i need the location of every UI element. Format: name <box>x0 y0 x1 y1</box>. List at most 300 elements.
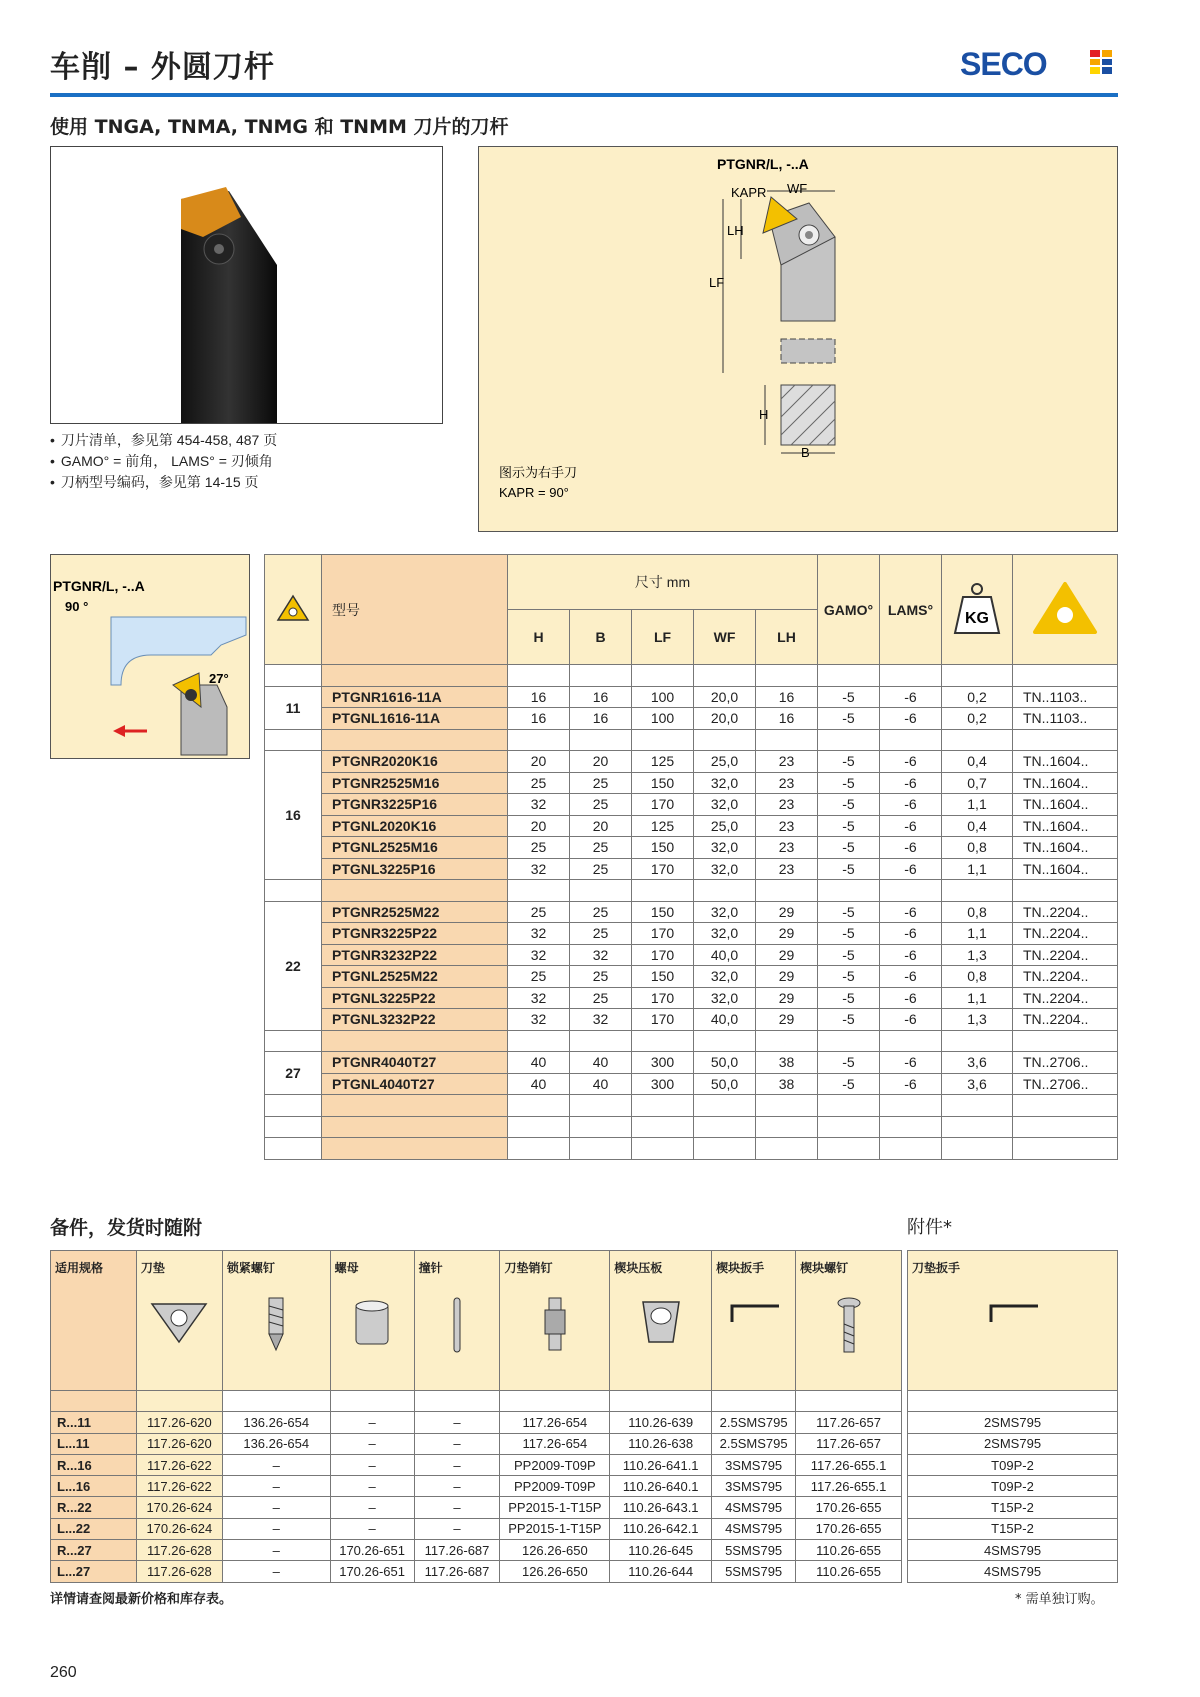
value-cell: TN..1604.. <box>1013 858 1118 880</box>
angle-27: 27° <box>209 671 229 686</box>
seco-logo-mark <box>1090 50 1112 74</box>
value-cell: 23 <box>756 858 818 880</box>
empty-cell <box>322 1095 508 1117</box>
empty-cell <box>818 729 880 751</box>
parts-header-cell <box>222 1251 330 1391</box>
value-cell: 29 <box>756 944 818 966</box>
value-cell: 150 <box>632 966 694 988</box>
model-cell: PTGNR4040T27 <box>322 1052 508 1074</box>
part-number: 117.26-620 <box>136 1412 222 1433</box>
part-number: PP2009-T09P <box>500 1476 610 1497</box>
value-cell: TN..1604.. <box>1013 794 1118 816</box>
empty-cell <box>880 1138 942 1160</box>
value-cell: 32,0 <box>694 987 756 1009</box>
spacer-row <box>265 880 1118 902</box>
accessory-part-number: T09P-2 <box>908 1476 1118 1497</box>
model-cell: PTGNR2020K16 <box>322 751 508 773</box>
value-cell: -5 <box>818 987 880 1009</box>
part-number: PP2015-1-T15P <box>500 1518 610 1539</box>
spare-parts-header <box>51 1251 902 1391</box>
part-number: – <box>330 1497 414 1518</box>
empty-cell <box>942 1116 1013 1138</box>
value-cell: -6 <box>880 944 942 966</box>
value-cell: TN..1604.. <box>1013 837 1118 859</box>
value-cell: -5 <box>818 1052 880 1074</box>
parts-header-cell <box>500 1251 610 1391</box>
spacer-row <box>51 1391 902 1412</box>
value-cell: 25,0 <box>694 751 756 773</box>
value-cell: 40,0 <box>694 944 756 966</box>
value-cell: -5 <box>818 751 880 773</box>
part-number: 110.26-643.1 <box>610 1497 712 1518</box>
empty-cell <box>818 880 880 902</box>
label-lf: LF <box>709 275 725 290</box>
value-cell: 20,0 <box>694 708 756 730</box>
empty-cell <box>756 1116 818 1138</box>
value-cell: 1,1 <box>942 923 1013 945</box>
parts-header-cell <box>796 1251 902 1391</box>
value-cell: TN..2204.. <box>1013 944 1118 966</box>
part-number: – <box>414 1412 500 1433</box>
label-wf: WF <box>787 181 808 196</box>
value-cell: 32 <box>570 1009 632 1031</box>
empty-cell <box>756 1138 818 1160</box>
value-cell: -6 <box>880 837 942 859</box>
part-number: – <box>330 1454 414 1475</box>
empty-cell <box>1013 1030 1118 1052</box>
tool-key-header: 刀垫扳手 <box>912 1261 961 1275</box>
empty-cell <box>1013 1116 1118 1138</box>
weight-header <box>942 555 1013 665</box>
accessories-body <box>908 1412 1118 1582</box>
value-cell: -5 <box>818 815 880 837</box>
part-number: 170.26-624 <box>136 1497 222 1518</box>
spacer-row <box>265 665 1118 687</box>
value-cell: -6 <box>880 1052 942 1074</box>
value-cell: 23 <box>756 815 818 837</box>
order-note: * 需单独订购。 <box>1015 1592 1104 1607</box>
value-cell: 16 <box>756 686 818 708</box>
accessory-header-cell <box>908 1251 1118 1391</box>
accessory-row <box>908 1540 1118 1561</box>
empty-cell <box>694 1030 756 1052</box>
parts-header-label: 螺母 <box>334 1261 359 1275</box>
table-row <box>265 966 1118 988</box>
empty-cell <box>756 729 818 751</box>
parts-row <box>51 1497 902 1518</box>
page-title: 车削 – 外圆刀杆 <box>50 50 275 85</box>
parts-header-cell <box>712 1251 796 1391</box>
empty-cell <box>942 729 1013 751</box>
parts-header-cell <box>414 1251 500 1391</box>
wedge-key-icon <box>724 1296 784 1326</box>
empty-cell <box>694 665 756 687</box>
model-cell: PTGNL1616-11A <box>322 708 508 730</box>
parts-header-cell <box>51 1251 137 1391</box>
part-number: 117.26-622 <box>136 1476 222 1497</box>
part-number: – <box>414 1476 500 1497</box>
value-cell: -6 <box>880 987 942 1009</box>
value-cell: 0,8 <box>942 837 1013 859</box>
model-cell: PTGNL4040T27 <box>322 1073 508 1095</box>
hex-key-icon <box>983 1296 1043 1326</box>
accessory-part-number: T09P-2 <box>908 1454 1118 1475</box>
value-cell: 32,0 <box>694 837 756 859</box>
part-number: – <box>414 1497 500 1518</box>
applicable-size: L...11 <box>51 1433 137 1454</box>
empty-cell <box>880 1116 942 1138</box>
value-cell: 25 <box>508 837 570 859</box>
wedge-screw-icon <box>836 1296 862 1354</box>
value-cell: 16 <box>508 686 570 708</box>
insert-header <box>1013 555 1118 665</box>
value-cell: 150 <box>632 901 694 923</box>
dimension-diagram <box>478 146 1118 532</box>
parts-row <box>51 1476 902 1497</box>
part-number: 3SMS795 <box>712 1454 796 1475</box>
bullet-item: • 刀柄型号编码，参见第 14-15 页 <box>50 472 277 493</box>
value-cell: 1,3 <box>942 944 1013 966</box>
value-cell: 32,0 <box>694 901 756 923</box>
parts-header-label: 刀垫 <box>140 1261 165 1275</box>
spacer-row <box>908 1391 1118 1412</box>
value-cell: 0,7 <box>942 772 1013 794</box>
value-cell: 25 <box>508 901 570 923</box>
empty-cell <box>265 665 322 687</box>
empty-cell <box>632 729 694 751</box>
value-cell: -6 <box>880 966 942 988</box>
insert-size: 16 <box>265 751 322 880</box>
model-cell: PTGNL3232P22 <box>322 1009 508 1031</box>
value-cell: 170 <box>632 1009 694 1031</box>
shim-icon <box>148 1296 210 1346</box>
empty-cell <box>1013 1095 1118 1117</box>
parts-row <box>51 1433 902 1454</box>
value-cell: 300 <box>632 1052 694 1074</box>
empty-cell <box>322 1116 508 1138</box>
empty-cell <box>942 665 1013 687</box>
value-cell: 20,0 <box>694 686 756 708</box>
empty-cell <box>756 1030 818 1052</box>
dimension-drawing <box>479 147 1117 531</box>
part-number: – <box>222 1561 330 1582</box>
applicable-size: L...22 <box>51 1518 137 1539</box>
model-header: 型号 <box>322 555 508 665</box>
value-cell: 29 <box>756 901 818 923</box>
empty-cell <box>1013 729 1118 751</box>
part-number: 126.26-650 <box>500 1561 610 1582</box>
insert-shape-header <box>265 555 322 665</box>
value-cell: 25 <box>570 923 632 945</box>
value-cell: -6 <box>880 794 942 816</box>
parts-header-label: 撞针 <box>418 1261 443 1275</box>
accessory-part-number: T15P-2 <box>908 1497 1118 1518</box>
value-cell: 32,0 <box>694 923 756 945</box>
parts-row <box>51 1540 902 1561</box>
value-cell: TN..2204.. <box>1013 923 1118 945</box>
value-cell: -6 <box>880 1009 942 1031</box>
value-cell: -6 <box>880 858 942 880</box>
value-cell: -5 <box>818 686 880 708</box>
diagram-note-hand: 图示为右手刀 <box>499 465 578 480</box>
table-row <box>265 751 1118 773</box>
seco-logo: SECO <box>960 46 1047 82</box>
value-cell: 0,4 <box>942 815 1013 837</box>
value-cell: -5 <box>818 858 880 880</box>
angle-drawing <box>51 555 249 758</box>
part-number: – <box>330 1433 414 1454</box>
part-number: 110.26-644 <box>610 1561 712 1582</box>
insert-size: 27 <box>265 1052 322 1095</box>
value-cell: 40 <box>508 1073 570 1095</box>
part-number: 4SMS795 <box>712 1497 796 1518</box>
value-cell: -5 <box>818 944 880 966</box>
empty-cell <box>508 1030 570 1052</box>
value-cell: 0,2 <box>942 686 1013 708</box>
model-cell: PTGNR3225P22 <box>322 923 508 945</box>
value-cell: -6 <box>880 708 942 730</box>
empty-cell <box>942 1030 1013 1052</box>
value-cell: TN..1604.. <box>1013 772 1118 794</box>
value-cell: 40 <box>570 1073 632 1095</box>
value-cell: 23 <box>756 772 818 794</box>
part-number: 117.26-687 <box>414 1561 500 1582</box>
value-cell: 50,0 <box>694 1073 756 1095</box>
spacer-row <box>265 1095 1118 1117</box>
table-row <box>265 1052 1118 1074</box>
empty-cell <box>508 665 570 687</box>
wf-header: WF <box>694 610 756 665</box>
value-cell: 16 <box>570 708 632 730</box>
table-row <box>265 794 1118 816</box>
value-cell: 25,0 <box>694 815 756 837</box>
empty-cell <box>942 1095 1013 1117</box>
empty-cell <box>694 1116 756 1138</box>
empty-cell <box>265 1095 322 1117</box>
pin-icon <box>450 1296 464 1354</box>
table-row <box>265 772 1118 794</box>
empty-cell <box>880 880 942 902</box>
accessory-row <box>908 1412 1118 1433</box>
empty-cell <box>632 880 694 902</box>
part-number: – <box>414 1518 500 1539</box>
parts-header-cell <box>610 1251 712 1391</box>
empty-cell <box>508 1095 570 1117</box>
model-cell: PTGNR1616-11A <box>322 686 508 708</box>
spare-parts-body <box>51 1412 902 1582</box>
accessories-header <box>908 1251 1118 1391</box>
value-cell: 25 <box>570 837 632 859</box>
empty-cell <box>322 1138 508 1160</box>
value-cell: 32 <box>508 944 570 966</box>
part-number: 117.26-655.1 <box>796 1454 902 1475</box>
part-number: 5SMS795 <box>712 1561 796 1582</box>
parts-header-label: 楔块扳手 <box>716 1261 765 1275</box>
value-cell: 32 <box>508 1009 570 1031</box>
part-number: 117.26-628 <box>136 1540 222 1561</box>
parts-row <box>51 1412 902 1433</box>
accessories-title: 附件* <box>907 1217 952 1238</box>
part-number: 136.26-654 <box>222 1412 330 1433</box>
value-cell: 20 <box>508 751 570 773</box>
lf-header: LF <box>632 610 694 665</box>
model-cell: PTGNR2525M16 <box>322 772 508 794</box>
value-cell: TN..1604.. <box>1013 751 1118 773</box>
part-number: – <box>414 1454 500 1475</box>
parts-header-label: 楔块压板 <box>614 1261 663 1275</box>
accessory-row <box>908 1497 1118 1518</box>
part-number: 136.26-654 <box>222 1433 330 1454</box>
empty-cell <box>265 1030 322 1052</box>
empty-cell <box>632 1095 694 1117</box>
empty-cell <box>570 880 632 902</box>
table-row <box>265 686 1118 708</box>
weight-icon <box>953 581 1001 635</box>
value-cell: TN..2706.. <box>1013 1052 1118 1074</box>
empty-cell <box>756 880 818 902</box>
value-cell: 38 <box>756 1052 818 1074</box>
applicable-size: R...11 <box>51 1412 137 1433</box>
empty-cell <box>818 665 880 687</box>
empty-cell <box>265 729 322 751</box>
value-cell: TN..2204.. <box>1013 901 1118 923</box>
b-header: B <box>570 610 632 665</box>
nut-icon <box>352 1296 392 1348</box>
value-cell: -5 <box>818 837 880 859</box>
accessory-part-number: 2SMS795 <box>908 1433 1118 1454</box>
part-number: 117.26-654 <box>500 1433 610 1454</box>
empty-cell <box>1013 880 1118 902</box>
value-cell: 170 <box>632 794 694 816</box>
table-row <box>265 901 1118 923</box>
value-cell: 16 <box>570 686 632 708</box>
accessory-row <box>908 1433 1118 1454</box>
parts-row <box>51 1454 902 1475</box>
value-cell: 100 <box>632 708 694 730</box>
empty-cell <box>265 1116 322 1138</box>
part-number: 117.26-657 <box>796 1433 902 1454</box>
diagram-note-kapr: KAPR = 90° <box>499 485 569 500</box>
value-cell: -6 <box>880 815 942 837</box>
part-number: 2.5SMS795 <box>712 1433 796 1454</box>
value-cell: -6 <box>880 1073 942 1095</box>
value-cell: 25 <box>570 901 632 923</box>
spacer-row <box>265 1138 1118 1160</box>
part-number: – <box>330 1476 414 1497</box>
dimension-header: 尺寸 mm <box>508 555 818 610</box>
part-number: 110.26-642.1 <box>610 1518 712 1539</box>
value-cell: 32 <box>508 794 570 816</box>
value-cell: 40,0 <box>694 1009 756 1031</box>
spacer-row <box>265 1030 1118 1052</box>
angle-90: 90 ° <box>65 599 89 614</box>
empty-cell <box>508 880 570 902</box>
value-cell: 38 <box>756 1073 818 1095</box>
empty-cell <box>818 1030 880 1052</box>
value-cell: -5 <box>818 794 880 816</box>
part-number: 110.26-655 <box>796 1540 902 1561</box>
value-cell: -6 <box>880 751 942 773</box>
value-cell: 25 <box>508 772 570 794</box>
insert-icon <box>1032 581 1098 635</box>
parts-header-label: 适用规格 <box>55 1261 104 1275</box>
part-number: 5SMS795 <box>712 1540 796 1561</box>
value-cell: 170 <box>632 944 694 966</box>
accessory-part-number: T15P-2 <box>908 1518 1118 1539</box>
part-number: 110.26-655 <box>796 1561 902 1582</box>
empty-cell <box>818 1138 880 1160</box>
value-cell: 1,1 <box>942 794 1013 816</box>
value-cell: 25 <box>570 858 632 880</box>
value-cell: 170 <box>632 987 694 1009</box>
value-cell: -5 <box>818 901 880 923</box>
part-number: 117.26-657 <box>796 1412 902 1433</box>
part-number: 117.26-687 <box>414 1540 500 1561</box>
table-row <box>265 1009 1118 1031</box>
empty-cell <box>322 1030 508 1052</box>
part-number: – <box>222 1497 330 1518</box>
value-cell: 23 <box>756 751 818 773</box>
insert-size: 11 <box>265 686 322 729</box>
part-number: 110.26-640.1 <box>610 1476 712 1497</box>
value-cell: 32,0 <box>694 858 756 880</box>
spacer-row <box>265 1116 1118 1138</box>
label-b: B <box>801 445 810 460</box>
value-cell: -6 <box>880 923 942 945</box>
empty-cell <box>265 1138 322 1160</box>
bullet-item: • GAMO° = 前角， LAMS° = 刃倾角 <box>50 451 277 472</box>
table-row <box>265 944 1118 966</box>
model-cell: PTGNL3225P16 <box>322 858 508 880</box>
label-lh: LH <box>727 223 744 238</box>
empty-cell <box>265 880 322 902</box>
empty-cell <box>694 1095 756 1117</box>
empty-cell <box>880 1095 942 1117</box>
empty-cell <box>632 1030 694 1052</box>
shim-pin-icon <box>540 1296 570 1352</box>
lh-header: LH <box>756 610 818 665</box>
table-body <box>265 665 1118 1160</box>
parts-header-label: 刀垫销钉 <box>504 1261 553 1275</box>
empty-cell <box>508 1116 570 1138</box>
applicable-size: L...27 <box>51 1561 137 1582</box>
value-cell: 32,0 <box>694 966 756 988</box>
product-photo <box>50 146 443 424</box>
value-cell: TN..1103.. <box>1013 686 1118 708</box>
model-cell: PTGNL2525M22 <box>322 966 508 988</box>
diagram-title: PTGNR/L, -..A <box>717 156 809 172</box>
empty-cell <box>570 1116 632 1138</box>
part-number: 117.26-622 <box>136 1454 222 1475</box>
accessory-row <box>908 1518 1118 1539</box>
value-cell: 1,1 <box>942 858 1013 880</box>
parts-header-cell <box>330 1251 414 1391</box>
parts-header-label: 锁紧螺钉 <box>226 1261 275 1275</box>
empty-cell <box>322 729 508 751</box>
part-number: 110.26-641.1 <box>610 1454 712 1475</box>
part-number: 170.26-655 <box>796 1518 902 1539</box>
table-row <box>265 987 1118 1009</box>
model-cell: PTGNL2525M16 <box>322 837 508 859</box>
empty-cell <box>818 1095 880 1117</box>
part-number: 110.26-638 <box>610 1433 712 1454</box>
value-cell: 25 <box>570 966 632 988</box>
insert-size: 22 <box>265 901 322 1030</box>
page-subtitle: 使用 TNGA, TNMA, TNMG 和 TNMM 刀片的刀杆 <box>50 116 509 138</box>
empty-cell <box>570 1138 632 1160</box>
value-cell: TN..2706.. <box>1013 1073 1118 1095</box>
empty-cell <box>632 665 694 687</box>
